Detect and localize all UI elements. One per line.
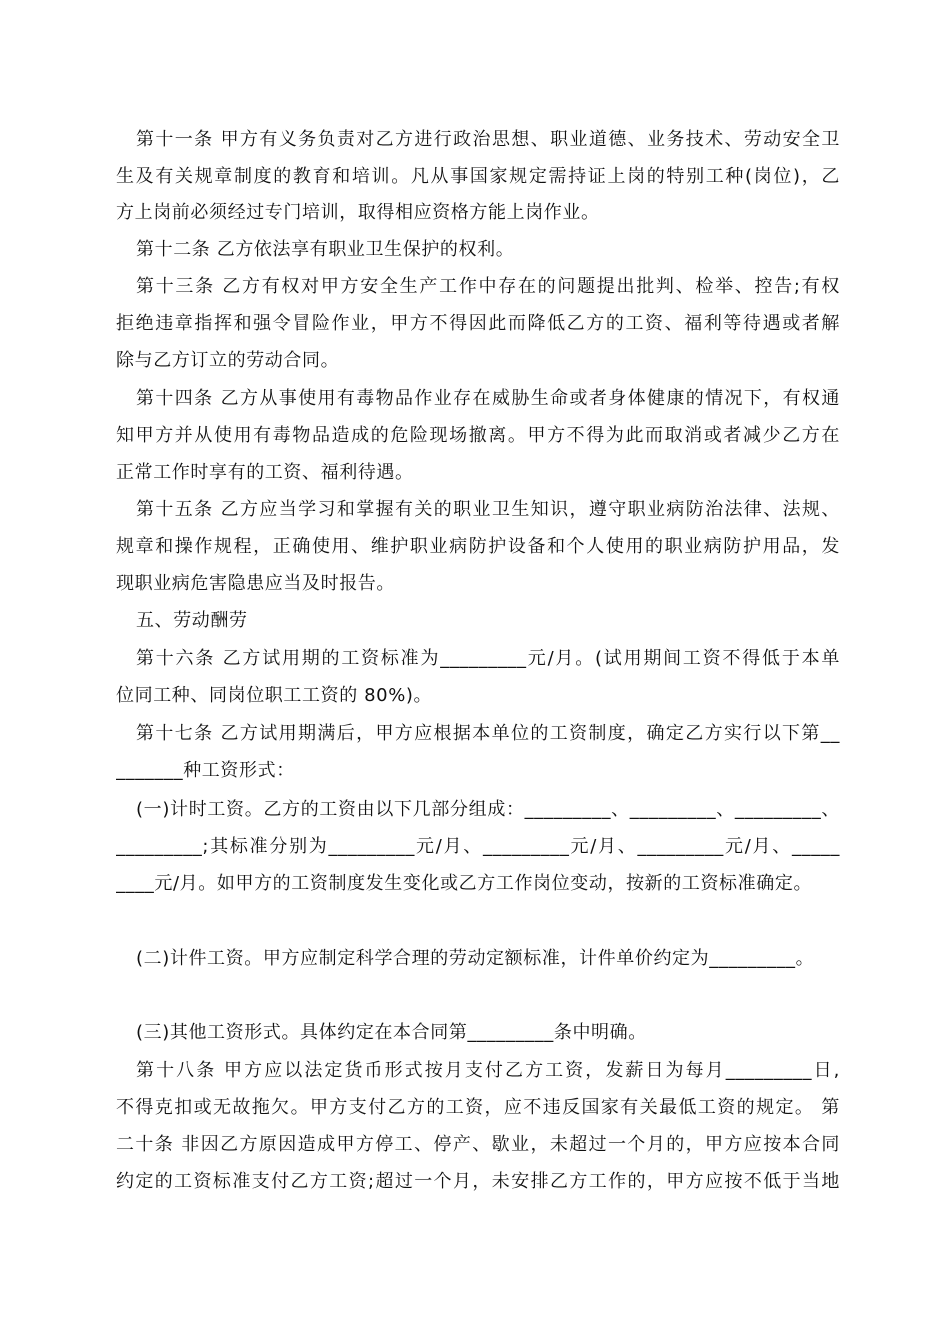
article-11-line-1: 第十一条 甲方有义务负责对乙方进行政治思想、职业道德、业务技术、劳动安全卫 [136,129,840,150]
article-13-line-2: 拒绝违章指挥和强令冒险作业，甲方不得因此而降低乙方的工资、福利等待遇或者解 [116,313,840,334]
article-20-line-2: 约定的工资标准支付乙方工资;超过一个月，未安排乙方工作的，甲方应按不低于当地 [116,1171,840,1192]
article-17-line-2: _______种工资形式： [116,760,295,781]
article-18-line-2: 不得克扣或无故拖欠。甲方支付乙方的工资，应不违反国家有关最低工资的规定。 第 [116,1097,840,1118]
article-18-line-1: 第十八条 甲方应以法定货币形式按月支付乙方工资，发薪日为每月_________日, [136,1060,840,1081]
hourly-wage-line-3: ____元/月。如甲方的工资制度发生变化或乙方工作岗位变动，按新的工资标准确定。 [116,873,813,894]
article-20-line-1: 二十条 非因乙方原因造成甲方停工、停产、歇业，未超过一个月的，甲方应按本合同 [116,1134,840,1155]
hourly-wage-line-2: _________;其标准分别为_________元/月、_________元/月、_________元/月、_____ [116,836,840,857]
section-5-heading: 五、劳动酬劳 [136,610,248,631]
article-11-line-2: 生及有关规章制度的教育和培训。凡从事国家规定需持证上岗的特别工种(岗位)，乙 [116,166,840,187]
article-11-line-3: 方上岗前必须经过专门培训，取得相应资格方能上岗作业。 [116,202,600,223]
article-12-line-1: 第十二条 乙方依法享有职业卫生保护的权利。 [136,239,515,260]
article-16-line-1: 第十六条 乙方试用期的工资标准为_________元/月。(试用期间工资不得低于本单 [136,648,840,669]
article-14-line-3: 正常工作时享有的工资、福利待遇。 [116,462,414,483]
article-17-line-1: 第十七条 乙方试用期满后，甲方应根据本单位的工资制度，确定乙方实行以下第__ [136,723,840,744]
article-13-line-1: 第十三条 乙方有权对甲方安全生产工作中存在的问题提出批判、检举、控告;有权 [136,276,840,297]
article-15-line-1: 第十五条 乙方应当学习和掌握有关的职业卫生知识，遵守职业病防治法律、法规、 [136,499,840,520]
article-13-line-3: 除与乙方订立的劳动合同。 [116,350,340,371]
article-15-line-3: 现职业病危害隐患应当及时报告。 [116,573,395,594]
piece-wage-line: (二)计件工资。甲方应制定科学合理的劳动定额标准，计件单价约定为_________。 [136,948,815,969]
article-14-line-1: 第十四条 乙方从事使用有毒物品作业存在威胁生命或者身体健康的情况下，有权通 [136,388,840,409]
hourly-wage-line-1: (一)计时工资。乙方的工资由以下几部分组成：_________、_________、_________、 [136,799,840,820]
article-14-line-2: 知甲方并从使用有毒物品造成的危险现场撤离。甲方不得为此而取消或者减少乙方在 [116,425,840,446]
article-16-line-2: 位同工种、同岗位职工工资的 80%)。 [116,685,433,706]
other-wage-line: (三)其他工资形式。具体约定在本合同第_________条中明确。 [136,1022,647,1043]
article-15-line-2: 规章和操作规程，正确使用、维护职业病防护设备和个人使用的职业病防护用品，发 [116,536,840,557]
